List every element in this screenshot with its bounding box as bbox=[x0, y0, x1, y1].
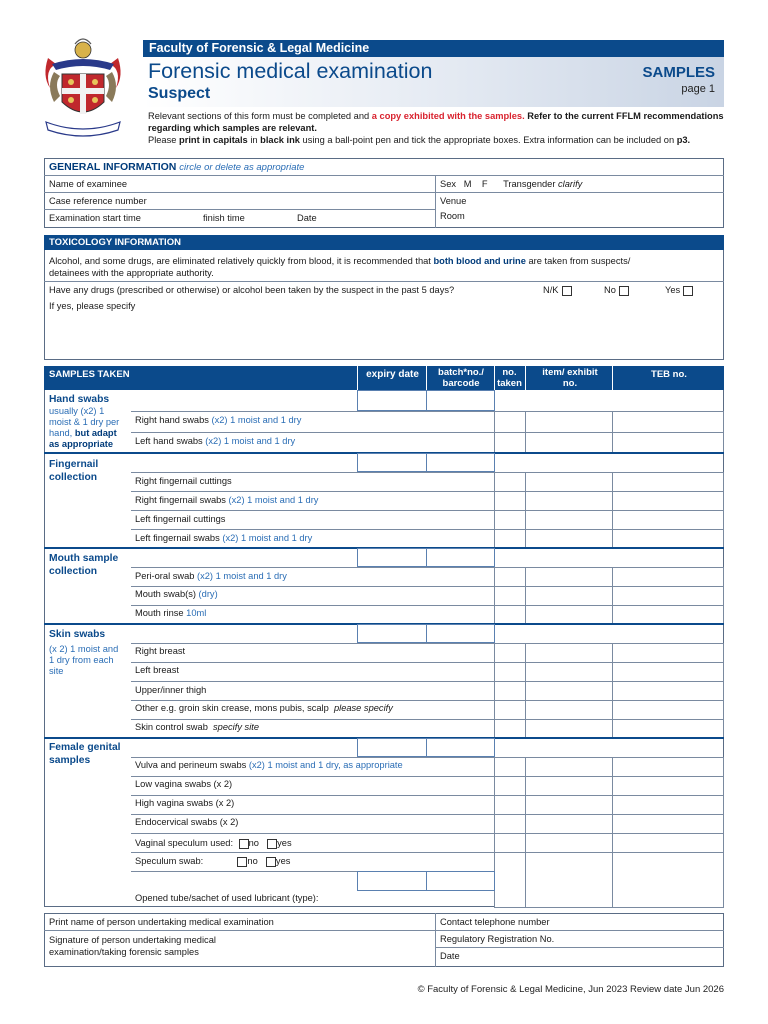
genital-title-1: Female genital bbox=[49, 742, 121, 753]
no-checkbox[interactable] bbox=[619, 286, 629, 296]
no-taken-cell[interactable] bbox=[494, 529, 526, 549]
row-label: Skin control swab bbox=[135, 722, 208, 732]
toxicology-box bbox=[44, 235, 724, 360]
teb-no-cell[interactable] bbox=[612, 605, 724, 625]
row-note: please specify bbox=[333, 703, 393, 713]
instr-highlight: a copy exhibited with the samples. bbox=[371, 111, 525, 121]
divider bbox=[44, 281, 724, 282]
row-label: Vaginal speculum used: bbox=[135, 838, 234, 848]
transgender-option[interactable]: Transgender bbox=[503, 179, 556, 189]
fingernail-title-2: collection bbox=[49, 472, 98, 483]
skin-note-2: 1 dry from each bbox=[49, 655, 114, 665]
item-exhibit-cell[interactable] bbox=[525, 757, 613, 777]
exam-date-field[interactable]: Date bbox=[297, 213, 317, 223]
right-hand-swabs-row bbox=[135, 415, 301, 425]
item-exhibit-cell[interactable] bbox=[525, 814, 613, 834]
lubricant-batch-cell[interactable] bbox=[426, 871, 495, 891]
fingernail-title-1: Fingernail bbox=[49, 459, 99, 470]
teb-no-cell[interactable] bbox=[612, 586, 724, 606]
teb-no-cell[interactable] bbox=[612, 681, 724, 701]
row-note: specify site bbox=[213, 722, 260, 732]
yes-checkbox[interactable] bbox=[683, 286, 693, 296]
row-label: Speculum swab: bbox=[135, 856, 204, 866]
teb-no-cell[interactable] bbox=[612, 700, 724, 720]
teb-no-cell[interactable] bbox=[612, 719, 724, 739]
item-exhibit-cell[interactable] bbox=[525, 472, 613, 492]
batch-no-cell[interactable] bbox=[426, 738, 495, 757]
item-exhibit-cell[interactable] bbox=[525, 795, 613, 815]
start-time-field[interactable]: Examination start time bbox=[49, 213, 141, 223]
no-label: no bbox=[247, 856, 258, 866]
batch-no-cell[interactable] bbox=[426, 453, 495, 472]
teb-no-cell[interactable] bbox=[612, 411, 724, 433]
right-breast-row: Right breast bbox=[135, 646, 186, 656]
item-exhibit-cell[interactable] bbox=[525, 662, 613, 682]
faculty-crest-logo bbox=[40, 36, 126, 142]
teb-no-cell[interactable] bbox=[612, 472, 724, 492]
item-exhibit-cell[interactable] bbox=[525, 529, 613, 549]
divider bbox=[612, 366, 613, 390]
divider bbox=[357, 366, 358, 390]
item-exhibit-cell[interactable] bbox=[525, 510, 613, 530]
hand-note-2: moist & 1 dry per bbox=[49, 417, 120, 427]
row-label: Left fingernail swabs bbox=[135, 533, 220, 543]
skin-note-1: (x 2) 1 moist and bbox=[49, 644, 119, 654]
divider bbox=[435, 947, 724, 948]
form-subtitle: Suspect bbox=[148, 85, 211, 102]
row-note: (x2) 1 moist and 1 dry bbox=[208, 415, 302, 425]
item-exhibit-cell[interactable] bbox=[525, 719, 613, 739]
no-taken-cell[interactable] bbox=[494, 643, 526, 663]
skin-note-3: site bbox=[49, 666, 64, 676]
no-taken-cell[interactable] bbox=[494, 795, 526, 815]
contact-phone-field[interactable]: Contact telephone number bbox=[440, 917, 550, 927]
section-label: SAMPLES bbox=[642, 64, 715, 81]
fingernail-title bbox=[49, 458, 98, 484]
no-taken-cell[interactable] bbox=[494, 776, 526, 796]
vulva-perineum-row bbox=[135, 760, 403, 770]
no-taken-cell[interactable] bbox=[494, 700, 526, 720]
teb-no-cell[interactable] bbox=[612, 491, 724, 511]
examinee-name-field[interactable]: Name of examinee bbox=[49, 179, 128, 189]
print-name-field[interactable]: Print name of person undertaking medical examination bbox=[49, 917, 274, 927]
right-fingernail-swabs-row bbox=[135, 495, 318, 505]
low-vagina-row: Low vagina swabs (x 2) bbox=[135, 779, 233, 789]
lubricant-row: Opened tube/sachet of used lubricant (type): bbox=[135, 893, 319, 903]
col-expiry: expiry date bbox=[366, 369, 419, 380]
teb-no-cell[interactable] bbox=[612, 529, 724, 549]
col-batch: batch*no./ barcode bbox=[438, 367, 484, 389]
batch-no-cell[interactable] bbox=[426, 390, 495, 411]
general-heading-text: GENERAL INFORMATION bbox=[49, 161, 177, 173]
mouth-title-2: collection bbox=[49, 566, 98, 577]
sex-m[interactable]: M bbox=[463, 179, 472, 189]
divider bbox=[435, 913, 436, 967]
item-exhibit-cell[interactable] bbox=[525, 411, 613, 433]
sex-f[interactable]: F bbox=[481, 179, 488, 189]
instr-text: Relevant sections of this form must be completed and bbox=[148, 111, 372, 121]
speculum-swab-row bbox=[135, 856, 290, 867]
row-label: Mouth swab(s) bbox=[135, 589, 196, 599]
item-exhibit-cell[interactable] bbox=[525, 432, 613, 454]
teb-no-cell[interactable] bbox=[612, 833, 724, 853]
no-taken-cell[interactable] bbox=[494, 814, 526, 834]
teb-no-cell[interactable] bbox=[612, 814, 724, 834]
expiry-date-cell[interactable] bbox=[357, 390, 427, 411]
instr-bold: black ink bbox=[260, 135, 300, 145]
no-taken-cell[interactable] bbox=[494, 491, 526, 511]
skin-swabs-note bbox=[49, 644, 118, 677]
item-exhibit-cell[interactable] bbox=[525, 567, 613, 587]
item-exhibit-cell[interactable] bbox=[525, 643, 613, 663]
instr-text: Please bbox=[148, 135, 180, 145]
mouth-title-1: Mouth sample bbox=[49, 553, 119, 564]
item-exhibit-cell[interactable] bbox=[525, 852, 613, 908]
peri-oral-swab-row bbox=[135, 571, 287, 581]
expiry-date-cell[interactable] bbox=[357, 624, 427, 643]
item-exhibit-cell[interactable] bbox=[525, 833, 613, 853]
col-no-taken: no. taken bbox=[497, 367, 522, 389]
hand-note-3b: but adapt bbox=[72, 428, 117, 438]
female-genital-title bbox=[49, 741, 121, 767]
instructions bbox=[148, 110, 726, 146]
no-taken-cell[interactable] bbox=[494, 662, 526, 682]
page-number: page 1 bbox=[681, 83, 715, 95]
col-samples-taken: SAMPLES TAKEN bbox=[49, 369, 130, 380]
left-fingernail-cuttings-row: Left fingernail cuttings bbox=[135, 514, 226, 524]
teb-no-cell[interactable] bbox=[612, 432, 724, 454]
divider bbox=[44, 175, 724, 176]
batch-no-cell[interactable] bbox=[426, 548, 495, 567]
form-title: Forensic medical examination bbox=[148, 59, 433, 83]
yes-label: yes bbox=[277, 838, 292, 848]
skin-control-row bbox=[135, 722, 259, 732]
nk-label: N/K bbox=[543, 285, 559, 295]
divider bbox=[494, 366, 495, 390]
yes-option[interactable] bbox=[665, 285, 693, 296]
speculum-yes-checkbox[interactable] bbox=[267, 839, 277, 849]
teb-no-cell[interactable] bbox=[612, 776, 724, 796]
copyright-notice: © Faculty of Forensic & Legal Medicine, Jun 2023 Review date Jun 2026 bbox=[417, 984, 724, 995]
mouth-rinse-row bbox=[135, 608, 206, 618]
swab-no-checkbox[interactable] bbox=[237, 857, 247, 867]
divider bbox=[44, 930, 724, 931]
no-taken-cell[interactable] bbox=[494, 586, 526, 606]
right-fingernail-cuttings-row: Right fingernail cuttings bbox=[135, 476, 232, 486]
row-note: (x2) 1 moist and 1 dry bbox=[202, 436, 296, 446]
no-taken-cell[interactable] bbox=[494, 719, 526, 739]
tox-text: detainees with the appropriate authority. bbox=[49, 268, 214, 278]
venue-field[interactable]: Venue bbox=[440, 196, 467, 206]
tox-text: are taken from suspects/ bbox=[525, 256, 631, 266]
divider bbox=[525, 366, 526, 390]
item-exhibit-cell[interactable] bbox=[525, 681, 613, 701]
divider bbox=[44, 192, 724, 193]
general-info-heading bbox=[49, 161, 304, 173]
item-exhibit-cell[interactable] bbox=[525, 586, 613, 606]
teb-no-cell[interactable] bbox=[612, 662, 724, 682]
signature-date-field[interactable]: Date bbox=[440, 951, 460, 961]
specify-field[interactable]: If yes, please specify bbox=[49, 301, 136, 311]
teb-no-cell[interactable] bbox=[612, 643, 724, 663]
room-field[interactable]: Room bbox=[440, 211, 465, 221]
tox-highlight: both blood and urine bbox=[433, 256, 526, 266]
general-heading-note: circle or delete as appropriate bbox=[179, 162, 305, 173]
sig-line-1: Signature of person undertaking medical bbox=[49, 935, 216, 945]
row-note: (x2) 1 moist and 1 dry bbox=[225, 495, 319, 505]
no-taken-cell[interactable] bbox=[494, 605, 526, 625]
drugs-question: Have any drugs (prescribed or otherwise) or alcohol been taken by the suspect in the past 5 days? bbox=[49, 285, 455, 295]
item-exhibit-cell[interactable] bbox=[525, 700, 613, 720]
row-note: (dry) bbox=[195, 589, 218, 599]
no-taken-cell[interactable] bbox=[494, 567, 526, 587]
clarify-note: clarify bbox=[558, 179, 583, 189]
instr-text: using a ball-point pen and tick the appropriate boxes. Extra information can be included on bbox=[299, 135, 677, 145]
high-vagina-row: High vagina swabs (x 2) bbox=[135, 798, 235, 808]
finish-time-field[interactable]: finish time bbox=[203, 213, 245, 223]
no-taken-cell[interactable] bbox=[494, 757, 526, 777]
divider bbox=[435, 175, 436, 228]
divider bbox=[44, 209, 436, 210]
item-exhibit-cell[interactable] bbox=[525, 776, 613, 796]
no-taken-cell[interactable] bbox=[494, 432, 526, 454]
toxicology-heading: TOXICOLOGY INFORMATION bbox=[44, 235, 724, 250]
instr-bold: p3. bbox=[676, 135, 691, 145]
row-label: Mouth rinse bbox=[135, 608, 184, 618]
endocervical-row: Endocervical swabs (x 2) bbox=[135, 817, 239, 827]
speculum-used-row bbox=[135, 838, 292, 849]
row-note: (x2) 1 moist and 1 dry, as appropriate bbox=[246, 760, 403, 770]
genital-title-2: samples bbox=[49, 755, 91, 766]
row-label: Vulva and perineum swabs bbox=[135, 760, 247, 770]
teb-no-cell[interactable] bbox=[612, 510, 724, 530]
teb-no-cell[interactable] bbox=[612, 567, 724, 587]
no-taken-cell[interactable] bbox=[494, 833, 526, 853]
no-taken-cell[interactable] bbox=[494, 510, 526, 530]
nk-option[interactable] bbox=[543, 285, 572, 296]
upper-inner-thigh-row: Upper/inner thigh bbox=[135, 685, 207, 695]
row-label: Other e.g. groin skin crease, mons pubis, scalp bbox=[135, 703, 329, 713]
mouth-swab-row bbox=[135, 589, 218, 599]
org-banner: Faculty of Forensic & Legal Medicine bbox=[143, 40, 724, 57]
other-skin-row bbox=[135, 703, 393, 713]
teb-no-cell[interactable] bbox=[612, 757, 724, 777]
divider bbox=[426, 366, 427, 390]
hand-note-3: hand, bbox=[49, 428, 73, 438]
item-exhibit-cell[interactable] bbox=[525, 491, 613, 511]
instr-text: in bbox=[247, 135, 261, 145]
signature-field[interactable] bbox=[49, 934, 216, 958]
speculum-no-checkbox[interactable] bbox=[239, 839, 249, 849]
left-hand-swabs-row bbox=[135, 436, 295, 446]
no-label: No bbox=[604, 285, 616, 295]
col-item: item/ exhibit no. bbox=[542, 367, 598, 389]
nk-checkbox[interactable] bbox=[562, 286, 572, 296]
row-note: (x2) 1 moist and 1 dry bbox=[219, 533, 313, 543]
toxicology-paragraph bbox=[49, 255, 717, 279]
instr-bold: print in capitals bbox=[179, 135, 248, 145]
expiry-date-cell[interactable] bbox=[357, 738, 427, 757]
row-label: Right hand swabs bbox=[135, 415, 209, 425]
lubricant-expiry-cell[interactable] bbox=[357, 871, 427, 891]
instr-bold: Refer to the current FFLM recommendations regarding which samples are relevant. bbox=[148, 111, 724, 133]
col-teb: TEB no. bbox=[651, 369, 687, 380]
row-note: 10ml bbox=[183, 608, 207, 618]
no-label: no bbox=[248, 838, 259, 848]
yes-label: yes bbox=[275, 856, 291, 866]
case-reference-field[interactable]: Case reference number bbox=[49, 196, 147, 206]
teb-no-cell[interactable] bbox=[612, 795, 724, 815]
hand-swabs-title: Hand swabs bbox=[49, 394, 110, 405]
no-option[interactable] bbox=[604, 285, 629, 296]
item-exhibit-cell[interactable] bbox=[525, 605, 613, 625]
expiry-date-cell[interactable] bbox=[357, 453, 427, 472]
row-label: Right fingernail swabs bbox=[135, 495, 226, 505]
batch-no-cell[interactable] bbox=[426, 624, 495, 643]
row-label: Peri-oral swab bbox=[135, 571, 195, 581]
hand-note-4: as appropriate bbox=[49, 439, 114, 449]
no-taken-cell[interactable] bbox=[494, 472, 526, 492]
hand-note-1: usually (x2) 1 bbox=[49, 406, 105, 416]
expiry-date-cell[interactable] bbox=[357, 548, 427, 567]
row-divider bbox=[131, 871, 357, 872]
no-taken-cell[interactable] bbox=[494, 411, 526, 433]
no-taken-cell[interactable] bbox=[494, 852, 526, 908]
teb-no-cell[interactable] bbox=[612, 852, 724, 908]
yes-label: Yes bbox=[665, 285, 681, 295]
left-breast-row: Left breast bbox=[135, 665, 179, 675]
no-taken-cell[interactable] bbox=[494, 681, 526, 701]
skin-swabs-title: Skin swabs bbox=[49, 629, 106, 640]
left-fingernail-swabs-row bbox=[135, 533, 312, 543]
registration-field[interactable]: Regulatory Registration No. bbox=[440, 934, 555, 944]
sig-line-2: examination/taking forensic samples bbox=[49, 947, 199, 957]
hand-swabs-note bbox=[49, 406, 119, 450]
sex-field[interactable] bbox=[440, 179, 582, 189]
swab-yes-checkbox[interactable] bbox=[266, 857, 276, 867]
sex-label: Sex bbox=[440, 179, 457, 189]
row-label: Left hand swabs bbox=[135, 436, 203, 446]
mouth-sample-title bbox=[49, 552, 118, 578]
tox-text: Alcohol, and some drugs, are eliminated relatively quickly from blood, it is recommended that bbox=[49, 256, 434, 266]
row-note: (x2) 1 moist and 1 dry bbox=[194, 571, 287, 581]
